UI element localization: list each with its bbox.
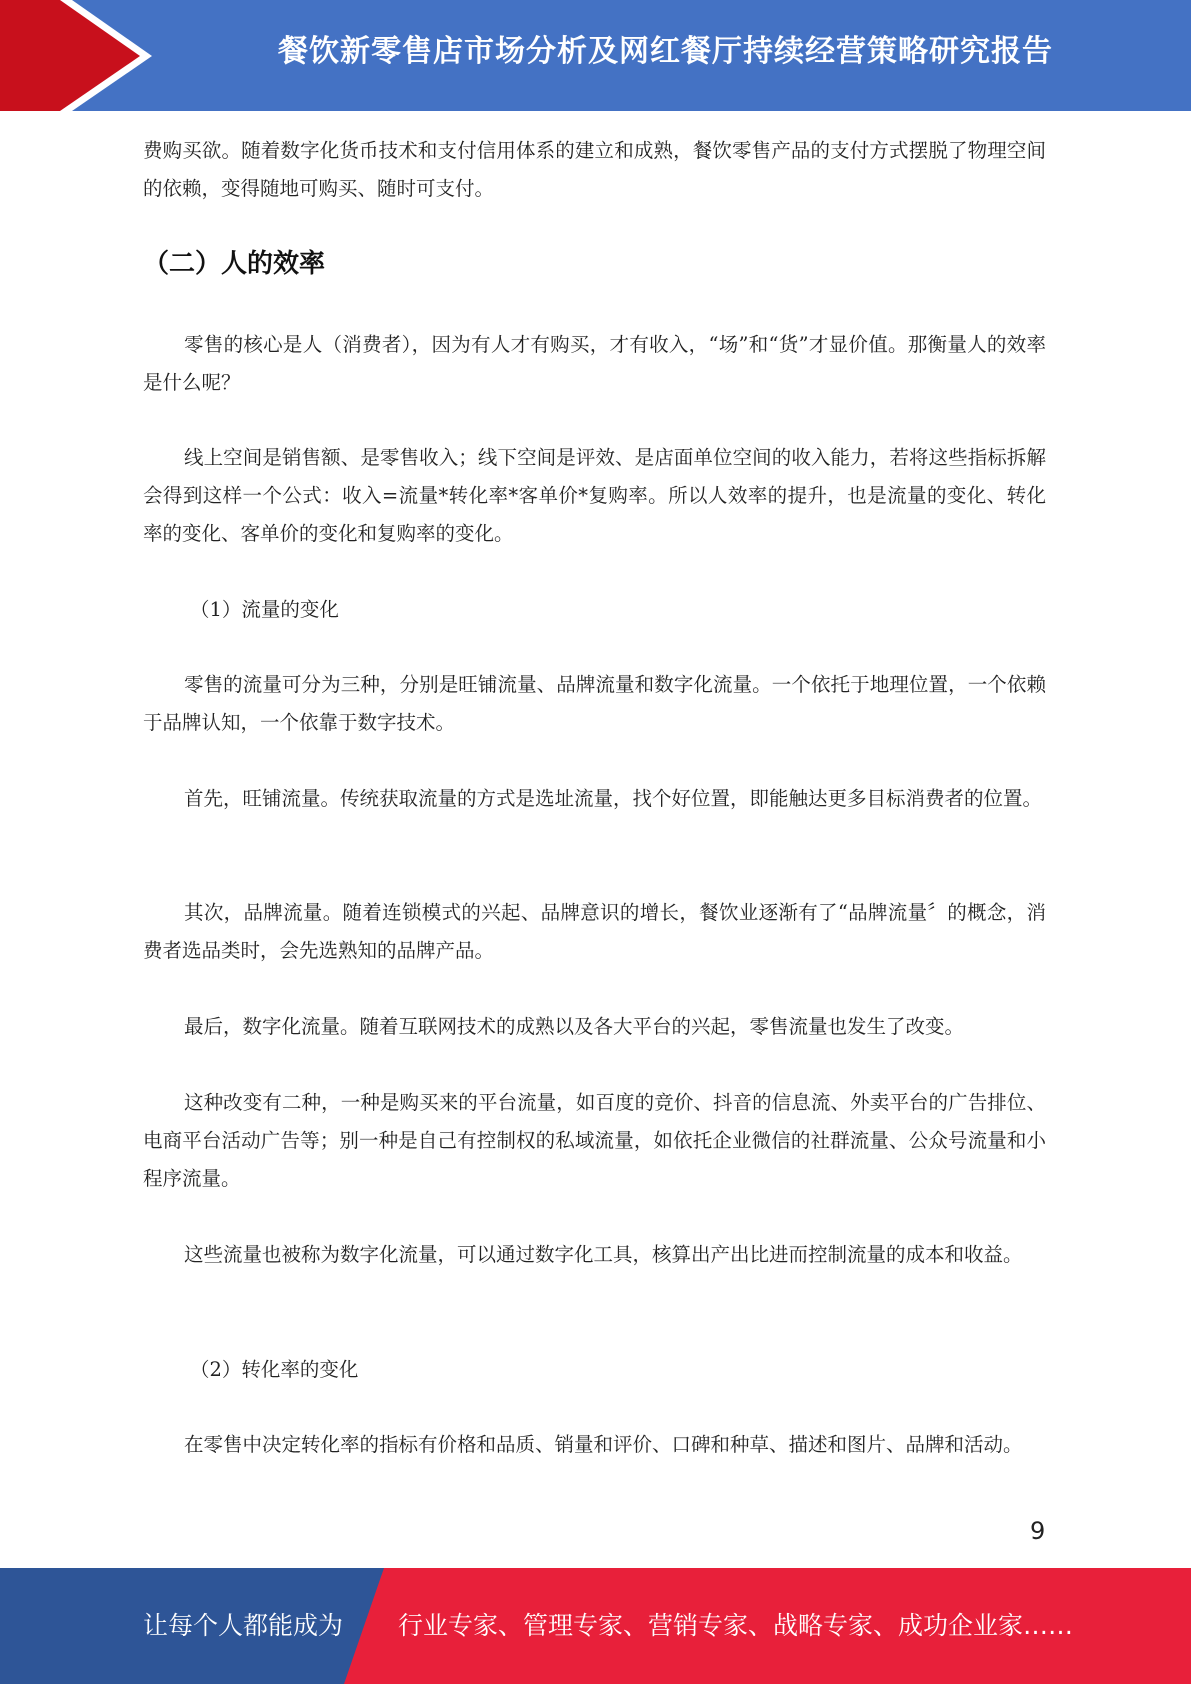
page-footer	[0, 1568, 1191, 1684]
paragraph-prime-store-traffic: 首先，旺铺流量。传统获取流量的方式是选址流量，找个好位置，即能触达更多目标消费者的位置。	[184, 787, 1043, 810]
subheading-traffic-change: （1）流量的变化	[190, 598, 339, 621]
paragraph-digital-traffic: 最后，数字化流量。随着互联网技术的成熟以及各大平台的兴起，零售流量也发生了改变。	[184, 1015, 965, 1038]
page-number: 9	[1030, 1517, 1046, 1545]
footer-slogan-lead: 让每个人都能成为	[143, 1611, 344, 1640]
page-header	[0, 0, 1191, 111]
paragraph-revenue-formula: 线上空间是销售额、是零售收入；线下空间是评效、是店面单位空间的收入能力，若将这些指标拆解会得到这样一个公式：收入=流量*转化率*客单价*复购率。所以人效率的提升，也是流量的变化、转化率的变化、客单价的变化和复购率的变化。	[143, 446, 1046, 545]
section-heading-people-efficiency: （二）人的效率	[143, 249, 326, 279]
paragraph-brand-traffic: 其次，品牌流量。随着连锁模式的兴起、品牌意识的增长，餐饮业逐渐有了“品牌流量〞的概念，消费者选品类时，会先选熟知的品牌产品。	[143, 901, 1046, 962]
paragraph-conversion-indicators: 在零售中决定转化率的指标有价格和品质、销量和评价、口碑和种草、描述和图片、品牌和活动。	[184, 1433, 1023, 1456]
paragraph-traffic-types: 零售的流量可分为三种，分别是旺铺流量、品牌流量和数字化流量。一个依托于地理位置，一个依赖于品牌认知，一个依靠于数字技术。	[143, 673, 1046, 734]
paragraph-retail-core: 零售的核心是人（消费者），因为有人才有购买，才有收入，“场”和“货”才显价值。那衡量人的效率是什么呢？	[143, 333, 1046, 394]
footer-slogan-roles: 行业专家、管理专家、营销专家、战略专家、成功企业家……	[398, 1611, 1074, 1640]
header-title: 餐饮新零售店市场分析及网红餐厅持续经营策略研究报告	[278, 34, 1053, 69]
paragraph-traffic-change-kinds: 这种改变有二种，一种是购买来的平台流量，如百度的竞价、抖音的信息流、外卖平台的广告排位、电商平台活动广告等；别一种是自己有控制权的私域流量，如依托企业微信的社群流量、公众号流量和小程序流量。	[143, 1091, 1046, 1190]
paragraph-payment-continuation: 费购买欲。随着数字化货币技术和支付信用体系的建立和成熟，餐饮零售产品的支付方式摆脱了物理空间的依赖，变得随地可购买、随时可支付。	[143, 139, 1046, 200]
subheading-conversion-change: （2）转化率的变化	[190, 1358, 359, 1381]
paragraph-digital-traffic-roi: 这些流量也被称为数字化流量，可以通过数字化工具，核算出产出比进而控制流量的成本和收益。	[184, 1243, 1023, 1266]
